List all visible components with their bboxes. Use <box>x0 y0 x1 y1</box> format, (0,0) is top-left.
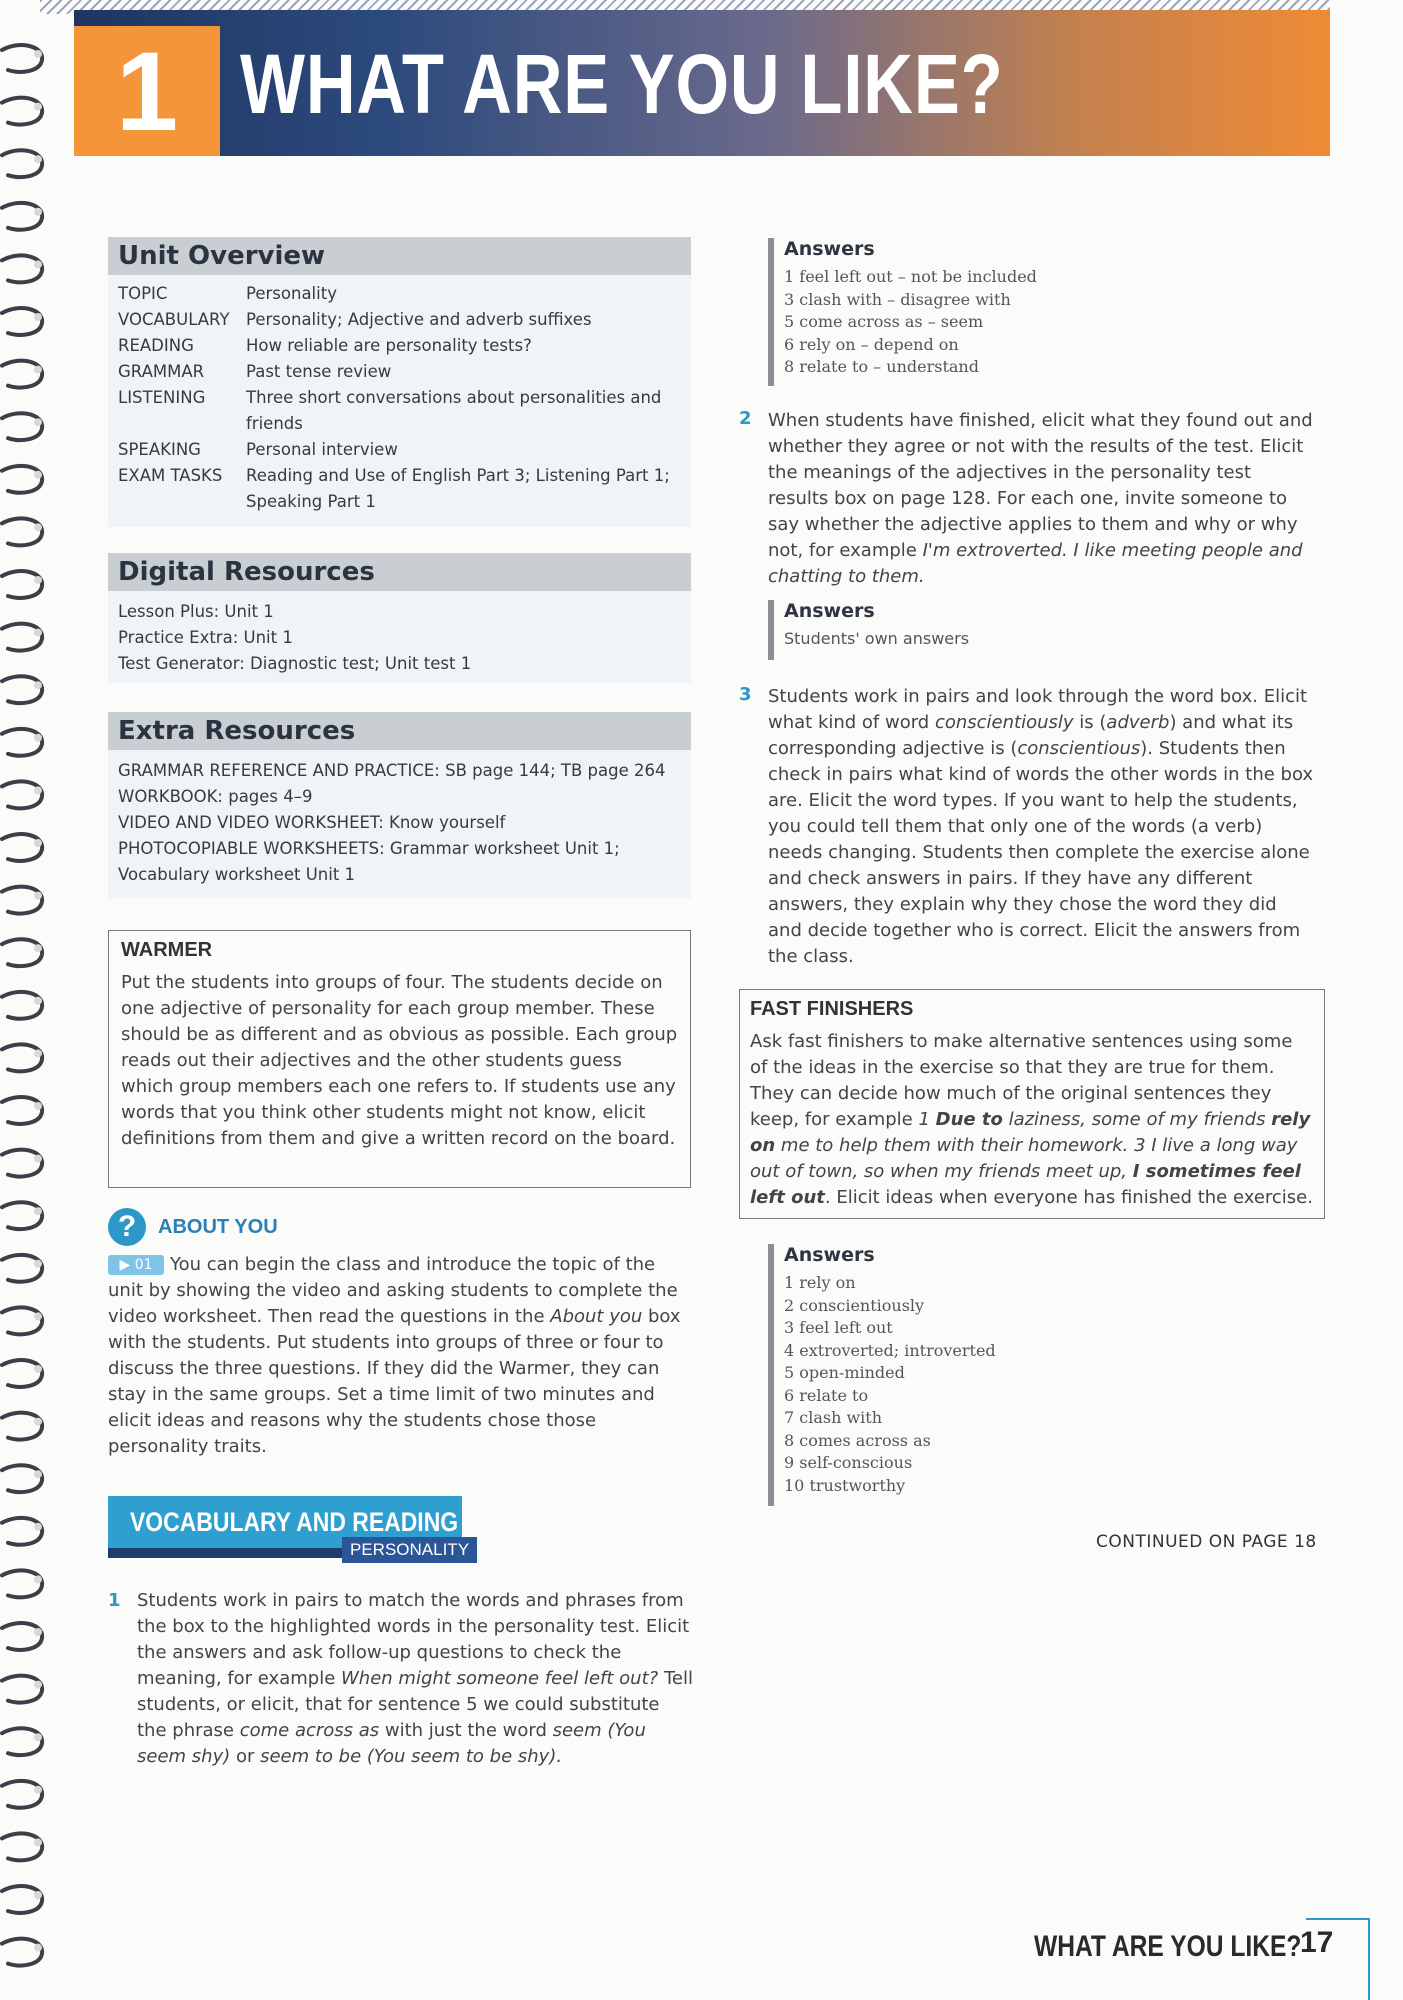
spiral-coil <box>2 1623 42 1650</box>
answer-item: 1 rely on <box>784 1273 856 1292</box>
extra-resource-item: GRAMMAR REFERENCE AND PRACTICE: SB page 144; TB page 264 <box>118 761 666 780</box>
overview-row <box>118 307 681 333</box>
overview-row <box>118 437 681 463</box>
answers-box-3 <box>768 1244 1304 1506</box>
answer-item: 9 self-conscious <box>784 1453 913 1472</box>
overview-row <box>118 333 681 359</box>
spiral-coil <box>2 1097 42 1124</box>
footer-title: WHAT ARE YOU LIKE? <box>1034 1930 1302 1963</box>
digital-resources-heading: Digital Resources <box>108 553 691 591</box>
spiral-coil <box>2 45 42 72</box>
extra-resources-panel <box>108 712 691 898</box>
section-title: VOCABULARY AND READING <box>130 1506 459 1537</box>
spiral-coil <box>2 1413 42 1440</box>
unit-overview-heading: Unit Overview <box>108 237 691 275</box>
overview-key: LISTENING <box>118 388 206 407</box>
overview-value: How reliable are personality tests? <box>246 336 532 355</box>
unit-number: 1 <box>74 26 220 156</box>
spiral-coil <box>2 1150 42 1177</box>
digital-resources-list <box>108 591 691 685</box>
about-you-label: ABOUT YOU <box>158 1215 278 1238</box>
answer-item: 2 conscientiously <box>784 1295 925 1315</box>
spiral-coil <box>2 624 42 651</box>
spiral-coil <box>2 992 42 1019</box>
overview-key: EXAM TASKS <box>118 466 223 485</box>
answer-item: 5 open-minded <box>784 1363 905 1382</box>
step-2-number: 2 <box>739 408 752 429</box>
extra-resources-heading: Extra Resources <box>108 712 691 750</box>
extra-resource-item: PHOTOCOPIABLE WORKSHEETS: Grammar worksheet Unit 1; Vocabulary worksheet Unit 1 <box>118 839 620 884</box>
spiral-coil <box>2 939 42 966</box>
spiral-coil <box>2 887 42 914</box>
overview-key: SPEAKING <box>118 440 201 459</box>
about-you-text: ▶ 01 You can begin the class and introduce the topic of the unit by showing the video and asking students to complete the video worksheet. Then read the questions in the About you box with the students. Put students into groups of three or four to discuss the three questions. If they did the Warmer, they can stay in the same groups. Set a time limit of two minutes and elicit ideas and reasons why the students chose those personality traits. <box>108 1254 681 1457</box>
spiral-coil <box>2 1781 42 1808</box>
spiral-coil <box>2 413 42 440</box>
step-2-text: When students have finished, elicit what they found out and whether they agree or not with the results of the test. Elicit the meanings of the adjectives in the personality test results box on page 128. For each one, invite someone to say whether the adjective applies to them and why or why not, for example I'm extroverted. I like meeting people and chatting to them. <box>768 410 1313 587</box>
answers-3-list <box>784 1272 1304 1497</box>
step-3-text: Students work in pairs and look through the word box. Elicit what kind of word conscientiously is (adverb) and what its corresponding adjective is (conscientious). Students then check in pairs what kind of words the other words in the box are. Elicit the word types. If you want to help the students, you could tell them that only one of the words (a verb) needs changing. Students then complete the exercise alone and check answers in pairs. If they have any different answers, they explain why they chose the word they did and decide together who is correct. Elicit the answers from the class. <box>768 686 1314 967</box>
spiral-coil <box>2 1307 42 1334</box>
overview-value: Past tense review <box>246 362 392 381</box>
fast-finishers-box <box>739 989 1325 1219</box>
spiral-coil <box>2 1833 42 1860</box>
answer-item: 10 trustworthy <box>784 1475 906 1495</box>
unit-overview-table <box>108 275 691 521</box>
answer-item: 6 rely on – depend on <box>784 334 959 354</box>
spiral-coil <box>2 1202 42 1229</box>
fast-finishers-heading: FAST FINISHERS <box>750 998 914 1020</box>
spiral-coil <box>2 834 42 861</box>
unit-overview-panel <box>108 237 691 527</box>
question-mark-icon: ? <box>108 1208 146 1246</box>
spiral-coil <box>2 1570 42 1597</box>
overview-value: Three short conversations about personalities and friends <box>246 388 662 433</box>
video-play-icon[interactable]: ▶ 01 <box>108 1255 164 1275</box>
unit-title: WHAT ARE YOU LIKE? <box>240 37 1004 131</box>
spiral-coil <box>2 203 42 230</box>
extra-resource-item: WORKBOOK: pages 4–9 <box>118 787 313 806</box>
section-banner-shadow <box>108 1548 346 1558</box>
answers-box-2 <box>768 600 1304 660</box>
footer-rule-vertical <box>1368 1918 1370 2000</box>
spiral-coil <box>2 1676 42 1703</box>
about-you-header <box>108 1208 278 1246</box>
answers-box-1 <box>768 238 1304 386</box>
spiral-coil <box>2 361 42 388</box>
extra-resources-list <box>108 750 691 896</box>
spiral-coil <box>2 1465 42 1492</box>
step-1-text: Students work in pairs to match the words and phrases from the box to the highlighted words in the personality test. Elicit the answers and ask follow-up questions to check the meaning, for example When might someone feel left out? Tell students, or elicit, that for sentence 5 we could substitute the phrase come across as with just the word seem (You seem shy) or seem to be (You seem to be shy). <box>137 1590 693 1767</box>
step-3-number: 3 <box>739 684 752 705</box>
warmer-box <box>108 930 691 1188</box>
fast-finishers-text: Ask fast finishers to make alternative sentences using some of the ideas in the exercise so that they are true for them. They can decide how much of the original sentences they keep, for example 1 Due to laziness, some of my friends rely on me to help them with their homework. 3 I live a long way out of town, so when my friends meet up, I sometimes feel left out. Elicit ideas when everyone has finished the exercise. <box>750 1031 1313 1208</box>
overview-value: Reading and Use of English Part 3; Listening Part 1; Speaking Part 1 <box>246 466 670 511</box>
spiral-coil <box>2 1728 42 1755</box>
warmer-heading: WARMER <box>121 939 213 961</box>
spiral-coil <box>2 781 42 808</box>
spiral-coil <box>2 1255 42 1282</box>
overview-key: TOPIC <box>118 284 168 303</box>
spiral-coil <box>2 518 42 545</box>
overview-value: Personality <box>246 284 337 303</box>
digital-resource-item: Test Generator: Diagnostic test; Unit test 1 <box>118 654 472 673</box>
overview-value: Personal interview <box>246 440 398 459</box>
answer-item: 3 clash with – disagree with <box>784 289 1011 309</box>
spiral-coil <box>2 255 42 282</box>
spiral-coil <box>2 1886 42 1913</box>
answer-item: 3 feel left out <box>784 1318 893 1337</box>
answers-1-list <box>784 266 1304 379</box>
continued-note: CONTINUED ON PAGE 18 <box>1096 1532 1317 1552</box>
section-subtitle: PERSONALITY <box>342 1537 477 1563</box>
overview-key: READING <box>118 336 194 355</box>
spiral-coil <box>2 729 42 756</box>
overview-row <box>118 359 681 385</box>
overview-key: GRAMMAR <box>118 362 205 381</box>
digital-resources-panel <box>108 553 691 683</box>
answers-3-heading: Answers <box>784 1244 875 1266</box>
answers-2-text: Students' own answers <box>784 629 970 648</box>
warmer-text: Put the students into groups of four. The students decide on one adjective of personality for each group member. These should be as different and as obvious as possible. Each group reads out their adjectives and the other students guess which group members each one refers to. If students use any words that you think other students might not know, elicit definitions from them and give a written record on the board. <box>121 972 678 1149</box>
spiral-coil <box>2 98 42 125</box>
step-1-number: 1 <box>108 1590 121 1611</box>
answer-item: 4 extroverted; introverted <box>784 1340 996 1360</box>
answer-item: 8 comes across as <box>784 1430 931 1450</box>
spiral-coil <box>2 1518 42 1545</box>
overview-row <box>118 463 681 515</box>
answer-item: 8 relate to – understand <box>784 357 979 376</box>
digital-resource-item: Practice Extra: Unit 1 <box>118 628 293 647</box>
spiral-binding <box>0 30 48 1970</box>
answer-item: 5 come across as – seem <box>784 312 984 331</box>
page-number: 17 <box>1300 1926 1334 1959</box>
overview-value: Personality; Adjective and adverb suffixes <box>246 310 592 329</box>
extra-resource-item: VIDEO AND VIDEO WORKSHEET: Know yourself <box>118 813 506 832</box>
spiral-coil <box>2 150 42 177</box>
spiral-coil <box>2 676 42 703</box>
video-number: 01 <box>134 1257 153 1273</box>
answers-2-heading: Answers <box>784 600 875 622</box>
spiral-coil <box>2 1360 42 1387</box>
answer-item: 7 clash with <box>784 1408 883 1427</box>
spiral-coil <box>2 571 42 598</box>
digital-resource-item: Lesson Plus: Unit 1 <box>118 602 274 621</box>
answer-item: 6 relate to <box>784 1385 869 1405</box>
spiral-coil <box>2 1044 42 1071</box>
answer-item: 1 feel left out – not be included <box>784 267 1037 286</box>
spiral-coil <box>2 308 42 335</box>
overview-row <box>118 281 681 307</box>
spiral-coil <box>2 1939 42 1966</box>
answers-1-heading: Answers <box>784 238 875 260</box>
spiral-coil <box>2 466 42 493</box>
footer-rule <box>1306 1918 1370 1920</box>
overview-key: VOCABULARY <box>118 310 230 329</box>
overview-row <box>118 385 681 437</box>
